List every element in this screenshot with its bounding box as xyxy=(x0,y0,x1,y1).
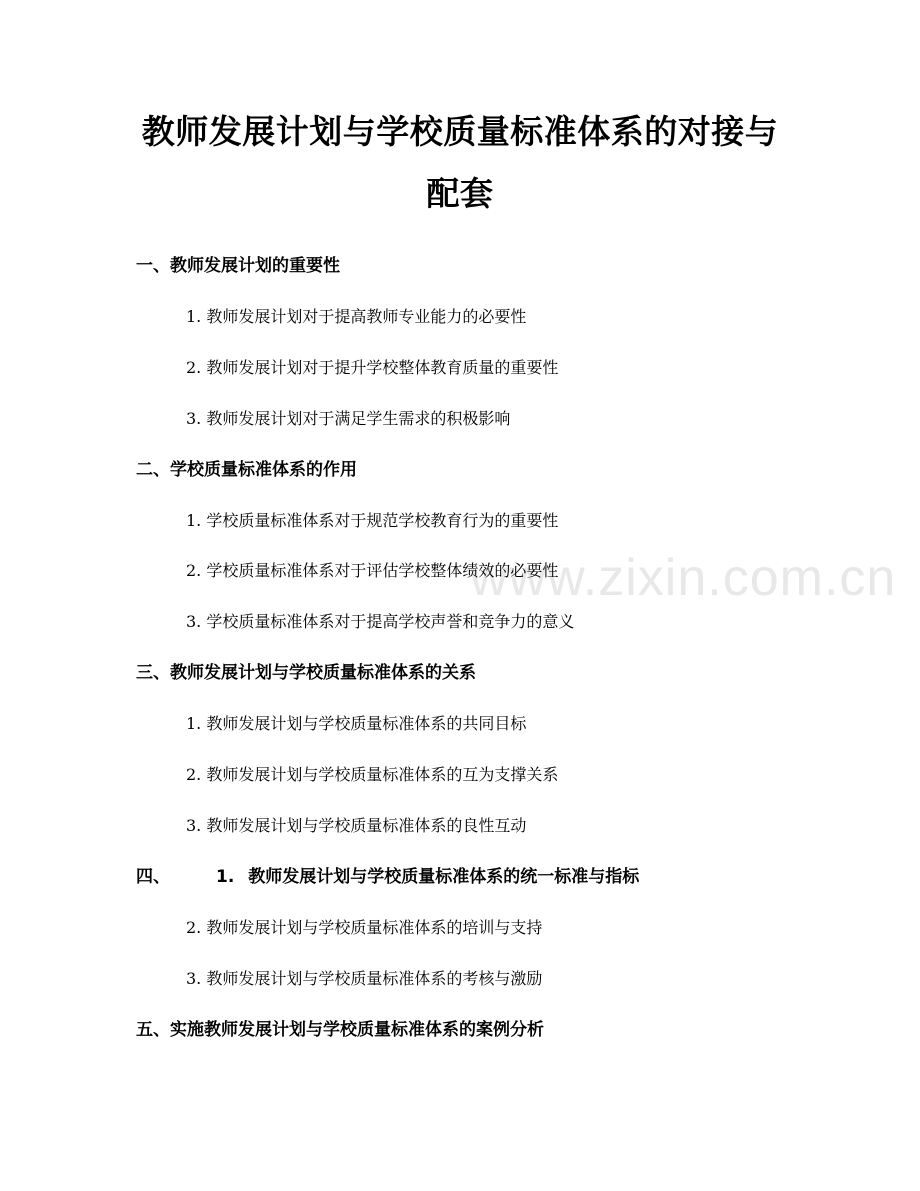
list-item: 2. 学校质量标准体系对于评估学校整体绩效的必要性 xyxy=(186,561,559,580)
list-item: 2. 教师发展计划与学校质量标准体系的互为支撑关系 xyxy=(186,765,559,784)
list-item: 3. 教师发展计划与学校质量标准体系的考核与激励 xyxy=(186,969,543,988)
list-item: 3. 教师发展计划对于满足学生需求的积极影响 xyxy=(186,409,511,428)
list-item: 3. 学校质量标准体系对于提高学校声誉和竞争力的意义 xyxy=(186,612,575,631)
section-heading-2: 二、学校质量标准体系的作用 xyxy=(136,460,357,480)
list-item: 1. 教师发展计划与学校质量标准体系的共同目标 xyxy=(186,714,527,733)
document-title-line-1: 教师发展计划与学校质量标准体系的对接与 xyxy=(141,112,779,151)
section-heading-1: 一、教师发展计划的重要性 xyxy=(136,256,340,276)
section-heading-3: 三、教师发展计划与学校质量标准体系的关系 xyxy=(136,663,476,683)
section-heading-5: 五、实施教师发展计划与学校质量标准体系的案例分析 xyxy=(136,1020,544,1040)
list-item: 3. 教师发展计划与学校质量标准体系的良性互动 xyxy=(186,816,527,835)
list-item: 2. 教师发展计划与学校质量标准体系的培训与支持 xyxy=(186,918,543,937)
list-item: 1. 教师发展计划对于提高教师专业能力的必要性 xyxy=(186,307,527,326)
list-item: 2. 教师发展计划对于提升学校整体教育质量的重要性 xyxy=(186,358,559,377)
list-item: 1. 学校质量标准体系对于规范学校教育行为的重要性 xyxy=(186,511,559,530)
section-heading-4 xyxy=(136,866,639,888)
section-heading-4-text: 教师发展计划与学校质量标准体系的统一标准与指标 xyxy=(248,867,640,887)
watermark: www.zixin.com.cn xyxy=(470,549,897,607)
section-heading-4-number: 1. xyxy=(216,867,235,887)
document-title-line-2: 配套 xyxy=(426,174,494,213)
section-heading-4-prefix: 四、 xyxy=(136,867,170,887)
